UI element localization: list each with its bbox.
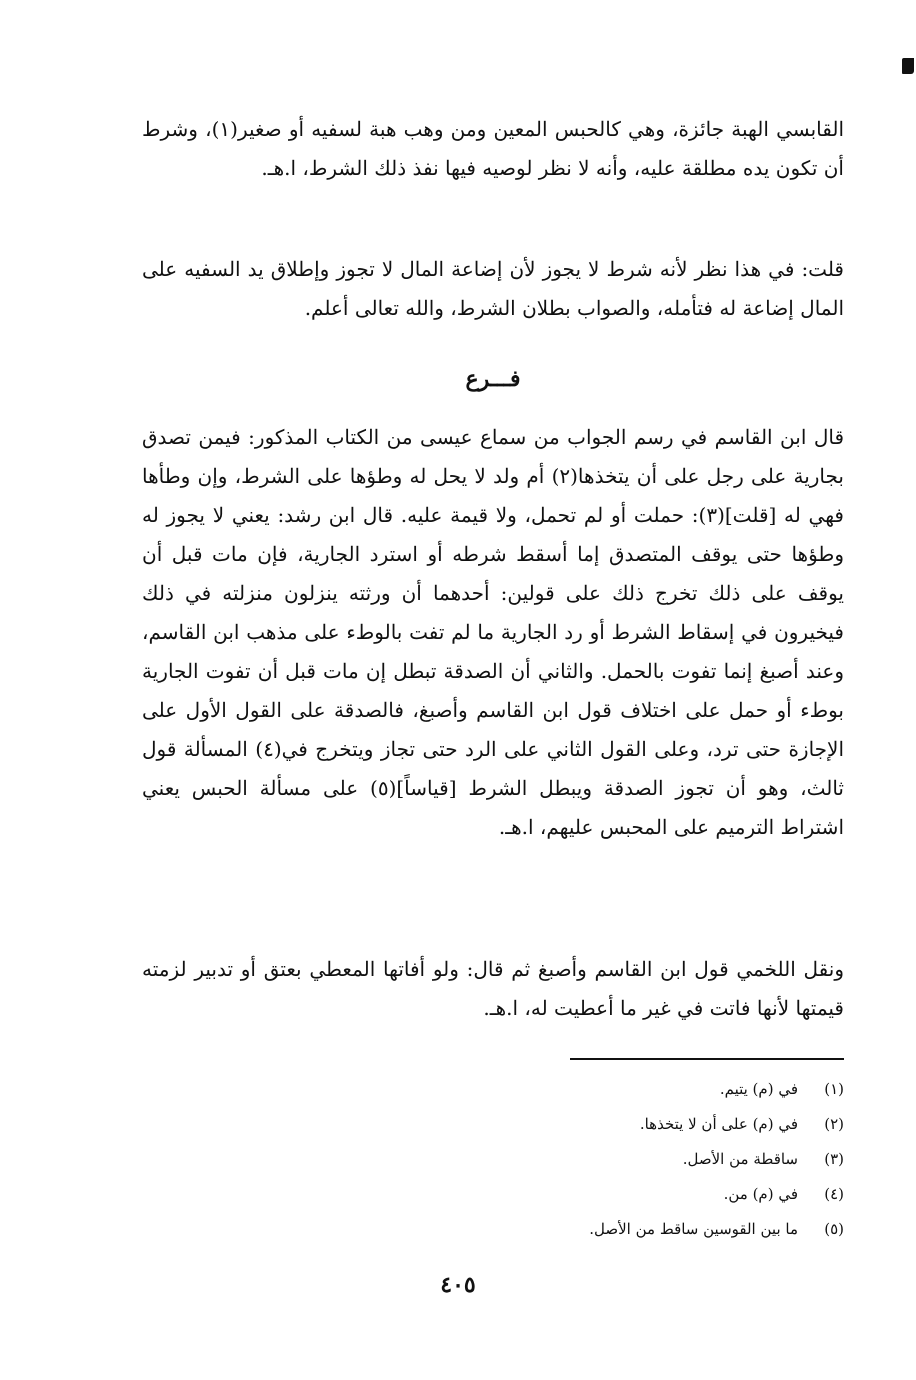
paragraph-1 (142, 110, 844, 188)
footnote-item (344, 1072, 844, 1107)
paragraph-3-text: قال ابن القاسم في رسم الجواب من سماع عيسى من الكتاب المذكور: فيمن تصدق بجارية على رجل على أن يتخذها(٢) أم ولد لا يحل له وطؤها على الشرط، وإن وطأها فهي له [قلت](٣): حملت أو لم تحمل، ولا قيمة عليه. قال ابن رشد: يعني لا يجوز له وطؤها حتى يوقف المتصدق إما أسقط شرطه أو استرد الجارية، فإن مات قبل أن يوقف على ذلك تخرج ذلك على قولين: أحدهما أن ورثته ينزلون منزلته في ذلك فيخيرون في إسقاط الشرط أو رد الجارية ما لم تفت بالوطء على مذهب ابن القاسم، وعند أصبغ إنما تفوت بالحمل. والثاني أن الصدقة تبطل إن مات قبل أن تفوت الجارية بوطء أو حمل على اختلاف قول ابن القاسم وأصبغ، فالصدقة على القول الأول على الإجازة حتى ترد، وعلى القول الثاني على الرد حتى تجاز ويتخرج في(٤) المسألة قول ثالث، وهو أن تجوز الصدقة ويبطل الشرط [قياساً](٥) على مسألة الحبس يعني اشتراط الترميم على المحبس عليهم، ا.هـ. (142, 425, 845, 839)
footnote-separator (570, 1058, 844, 1060)
footnote-number: (٥) (824, 1220, 844, 1238)
footnote-item (344, 1107, 844, 1142)
footnote-text: في (م) على أن لا يتخذها. (639, 1115, 798, 1133)
paragraph-3 (142, 418, 844, 847)
footnote-number: (٤) (824, 1185, 844, 1203)
section-heading: فـــرع (465, 366, 521, 392)
paragraph-2-text: قلت: في هذا نظر لأنه شرط لا يجوز لأن إضاعة المال لا تجوز وإطلاق يد السفيه على المال إضاعة له فتأمله، والصواب بطلان الشرط، والله تعالى أعلم. (142, 257, 844, 320)
paragraph-4 (142, 950, 844, 1028)
footnote-text: ما بين القوسين ساقط من الأصل. (589, 1220, 798, 1238)
paragraph-4-text: ونقل اللخمي قول ابن القاسم وأصبغ ثم قال: ولو أفاتها المعطي بعتق أو تدبير لزمته قيمتها لأنها فاتت في غير ما أعطيت له، ا.هـ. (142, 957, 844, 1020)
footnote-number: (٣) (824, 1150, 844, 1168)
footnote-text: في (م) من. (723, 1185, 798, 1203)
footnote-text: في (م) يتيم. (719, 1080, 798, 1098)
footnotes-list (344, 1072, 844, 1247)
footnote-number: (٢) (824, 1115, 844, 1133)
page-number: ٤٠٥ (440, 1272, 476, 1298)
footnote-item (344, 1212, 844, 1247)
footnote-number: (١) (824, 1080, 844, 1098)
footnote-item (344, 1177, 844, 1212)
footnote-item (344, 1142, 844, 1177)
paragraph-2 (142, 250, 844, 328)
paragraph-1-text: القابسي الهبة جائزة، وهي كالحبس المعين ومن وهب هبة لسفيه أو صغير(١)، وشرط أن تكون يده مطلقة عليه، وأنه لا نظر لوصيه فيها نفذ ذلك الشرط، ا.هـ. (142, 117, 845, 180)
footnote-text: ساقطة من الأصل. (682, 1150, 798, 1168)
scan-mark (902, 58, 914, 74)
